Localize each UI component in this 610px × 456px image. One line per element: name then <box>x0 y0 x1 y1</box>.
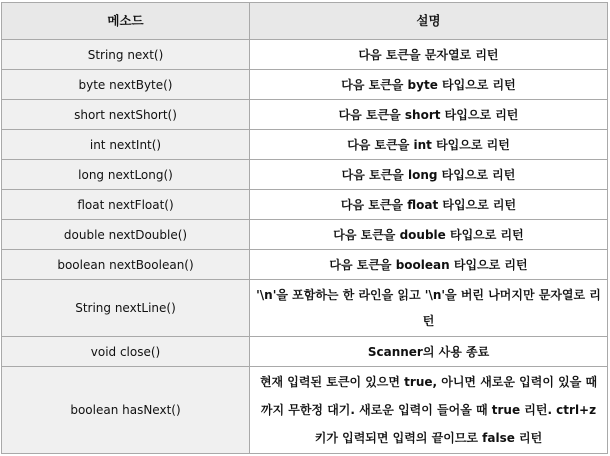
scanner-methods-table-container <box>1 2 607 454</box>
method-cell: long nextLong() <box>2 160 250 190</box>
description-cell: 다음 토큰을 boolean 타입으로 리턴 <box>250 250 608 280</box>
table-header-row <box>2 3 608 40</box>
description-cell: '\n'을 포함하는 한 라인을 읽고 '\n'을 버린 나머지만 문자열로 리턴 <box>250 280 608 337</box>
table-row <box>2 190 608 220</box>
table-row <box>2 280 608 337</box>
method-cell: String next() <box>2 40 250 70</box>
table-row <box>2 220 608 250</box>
header-description: 설명 <box>250 3 608 40</box>
method-cell: boolean hasNext() <box>2 367 250 454</box>
table-row <box>2 130 608 160</box>
method-cell: double nextDouble() <box>2 220 250 250</box>
description-cell: 다음 토큰을 double 타입으로 리턴 <box>250 220 608 250</box>
table-row <box>2 40 608 70</box>
method-cell: void close() <box>2 337 250 367</box>
description-cell: 다음 토큰을 short 타입으로 리턴 <box>250 100 608 130</box>
table-row <box>2 337 608 367</box>
description-cell: 다음 토큰을 문자열로 리턴 <box>250 40 608 70</box>
method-cell: String nextLine() <box>2 280 250 337</box>
description-cell: 현재 입력된 토큰이 있으면 true, 아니면 새로운 입력이 있을 때 까지 무한정 대기. 새로운 입력이 들어올 때 true 리턴. ctrl+z 키가 입력되면 입력의 끝이므로 false 리턴 <box>250 367 608 454</box>
method-cell: float nextFloat() <box>2 190 250 220</box>
scanner-methods-table <box>1 2 608 454</box>
description-cell: 다음 토큰을 byte 타입으로 리턴 <box>250 70 608 100</box>
table-row <box>2 367 608 454</box>
table-row <box>2 160 608 190</box>
table-row <box>2 250 608 280</box>
description-cell: 다음 토큰을 long 타입으로 리턴 <box>250 160 608 190</box>
method-cell: byte nextByte() <box>2 70 250 100</box>
table-row <box>2 100 608 130</box>
description-cell: 다음 토큰을 float 타입으로 리턴 <box>250 190 608 220</box>
description-cell: 다음 토큰을 int 타입으로 리턴 <box>250 130 608 160</box>
header-method: 메소드 <box>2 3 250 40</box>
method-cell: boolean nextBoolean() <box>2 250 250 280</box>
table-row <box>2 70 608 100</box>
method-cell: int nextInt() <box>2 130 250 160</box>
method-cell: short nextShort() <box>2 100 250 130</box>
description-cell: Scanner의 사용 종료 <box>250 337 608 367</box>
